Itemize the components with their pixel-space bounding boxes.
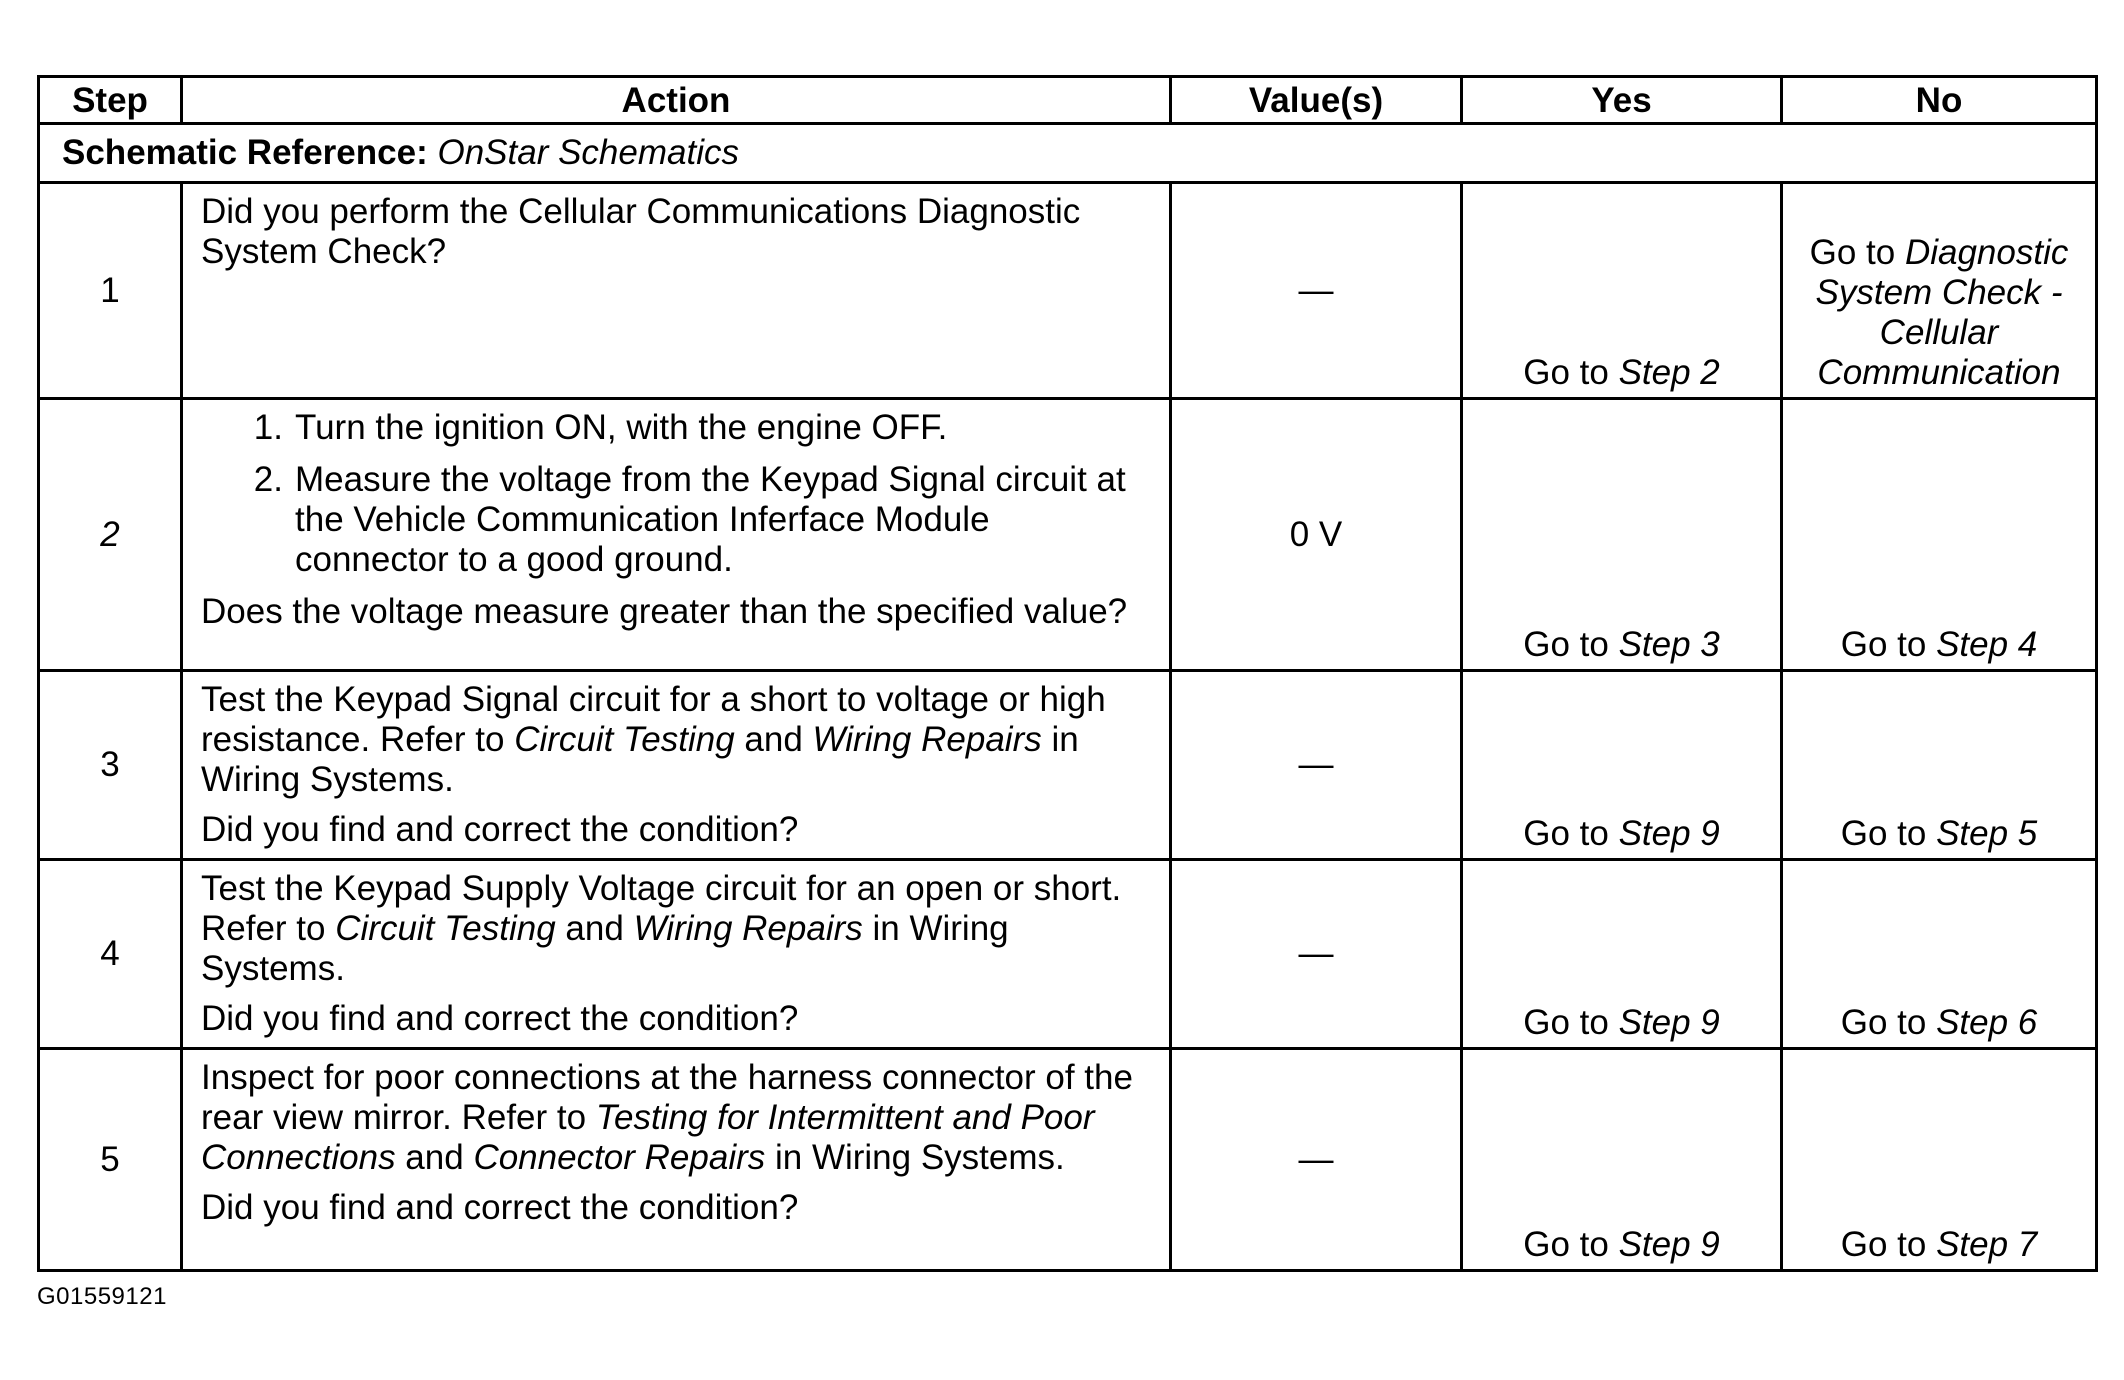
yes-segment[interactable]: Step 3 — [1618, 625, 1720, 664]
step-action — [182, 399, 1171, 671]
no-result — [1782, 183, 2097, 399]
list-item-number: 1. — [253, 408, 283, 447]
action-segment[interactable]: Circuit Testing — [335, 909, 556, 948]
no-segment[interactable]: Diagnostic System Check - Cellular Communication — [1815, 233, 2069, 392]
action-text — [201, 680, 1149, 800]
schematic-reference — [39, 124, 2097, 183]
action-segment: and — [734, 720, 813, 759]
action-segment: Inspect for poor connections at the harness connector of the rear view mirror. Refer to — [201, 1058, 1133, 1137]
step-number: 3 — [39, 671, 182, 860]
action-segment: Did you perform the Cellular Communications Diagnostic System Check? — [201, 192, 1081, 271]
list-item — [201, 408, 1149, 448]
action-question: Did you find and correct the condition? — [201, 810, 799, 849]
step-row — [39, 1049, 2097, 1271]
step-value: — — [1171, 183, 1462, 399]
list-item-text: Measure the voltage from the Keypad Signal circuit at the Vehicle Communication Inferface Module connector to a good ground. — [295, 460, 1126, 579]
action-question: Does the voltage measure greater than the specified value? — [201, 592, 1128, 631]
schematic-reference-label: Schematic Reference: — [62, 133, 428, 172]
header-no: No — [1782, 77, 2097, 124]
no-segment[interactable]: Step 6 — [1936, 1003, 2038, 1042]
action-segment[interactable]: Testing for Intermittent and Poor Connections — [201, 1098, 1095, 1177]
yes-segment: Go to — [1523, 1225, 1619, 1264]
yes-segment: Go to — [1523, 1003, 1619, 1042]
action-question: Did you find and correct the condition? — [201, 1188, 799, 1227]
yes-result — [1462, 183, 1782, 399]
header-yes: Yes — [1462, 77, 1782, 124]
yes-segment: Go to — [1523, 353, 1619, 392]
action-text — [201, 869, 1149, 989]
action-segment: and — [555, 909, 634, 948]
step-action — [182, 860, 1171, 1049]
step-row — [39, 183, 2097, 399]
action-question: Did you find and correct the condition? — [201, 999, 799, 1038]
action-text — [201, 192, 1149, 272]
yes-result — [1462, 1049, 1782, 1271]
action-segment: Test the Keypad Signal circuit for a short to voltage or high resistance. Refer to — [201, 680, 1106, 759]
header-action: Action — [182, 77, 1171, 124]
yes-segment: Go to — [1523, 625, 1619, 664]
no-segment: Go to — [1840, 625, 1937, 664]
action-segment[interactable]: Circuit Testing — [514, 720, 735, 759]
list-item — [201, 460, 1149, 580]
step-value: 0 V — [1171, 399, 1462, 671]
action-segment: and — [395, 1138, 474, 1177]
action-steps-list — [201, 408, 1149, 580]
step-row — [39, 860, 2097, 1049]
step-row — [39, 671, 2097, 860]
yes-result — [1462, 860, 1782, 1049]
no-result — [1782, 1049, 2097, 1271]
no-result — [1782, 399, 2097, 671]
no-segment[interactable]: Step 7 — [1936, 1225, 2038, 1264]
no-result — [1782, 671, 2097, 860]
step-number: 4 — [39, 860, 182, 1049]
action-segment[interactable]: Wiring Repairs — [633, 909, 863, 948]
step-number: 5 — [39, 1049, 182, 1271]
yes-segment[interactable]: Step 9 — [1618, 1003, 1720, 1042]
step-number: 1 — [39, 183, 182, 399]
step-value: — — [1171, 671, 1462, 860]
diagnostic-table — [37, 75, 2098, 1272]
no-segment[interactable]: Step 5 — [1936, 814, 2038, 853]
no-segment: Go to — [1840, 814, 1937, 853]
action-text — [201, 1058, 1149, 1178]
yes-segment[interactable]: Step 9 — [1618, 1225, 1720, 1264]
header-step: Step — [39, 77, 182, 124]
action-segment: in Wiring Systems. — [201, 720, 1079, 799]
step-value: — — [1171, 1049, 1462, 1271]
step-number: 2 — [39, 399, 182, 671]
action-segment[interactable]: Connector Repairs — [473, 1138, 766, 1177]
action-segment[interactable]: Wiring Repairs — [812, 720, 1042, 759]
step-action — [182, 671, 1171, 860]
no-segment: Go to — [1840, 1225, 1937, 1264]
list-item-text: Turn the ignition ON, with the engine OFF. — [295, 408, 948, 447]
action-segment: in Wiring Systems. — [201, 909, 1009, 988]
no-segment: Go to — [1840, 1003, 1937, 1042]
action-segment: in Wiring Systems. — [765, 1138, 1065, 1177]
header-row — [39, 77, 2097, 124]
list-item-number: 2. — [253, 460, 283, 499]
yes-segment[interactable]: Step 2 — [1618, 353, 1720, 392]
step-value: — — [1171, 860, 1462, 1049]
action-segment: Test the Keypad Supply Voltage circuit for an open or short. Refer to — [201, 869, 1122, 948]
figure-id: G01559121 — [37, 1283, 167, 1310]
schematic-reference-row — [39, 124, 2097, 183]
schematic-reference-link[interactable]: OnStar Schematics — [437, 133, 739, 172]
header-values: Value(s) — [1171, 77, 1462, 124]
step-row — [39, 399, 2097, 671]
no-segment[interactable]: Step 4 — [1936, 625, 2038, 664]
no-result — [1782, 860, 2097, 1049]
yes-result — [1462, 671, 1782, 860]
yes-segment: Go to — [1523, 814, 1619, 853]
step-action — [182, 1049, 1171, 1271]
step-action — [182, 183, 1171, 399]
yes-segment[interactable]: Step 9 — [1618, 814, 1720, 853]
no-segment: Go to — [1809, 233, 1905, 272]
yes-result — [1462, 399, 1782, 671]
